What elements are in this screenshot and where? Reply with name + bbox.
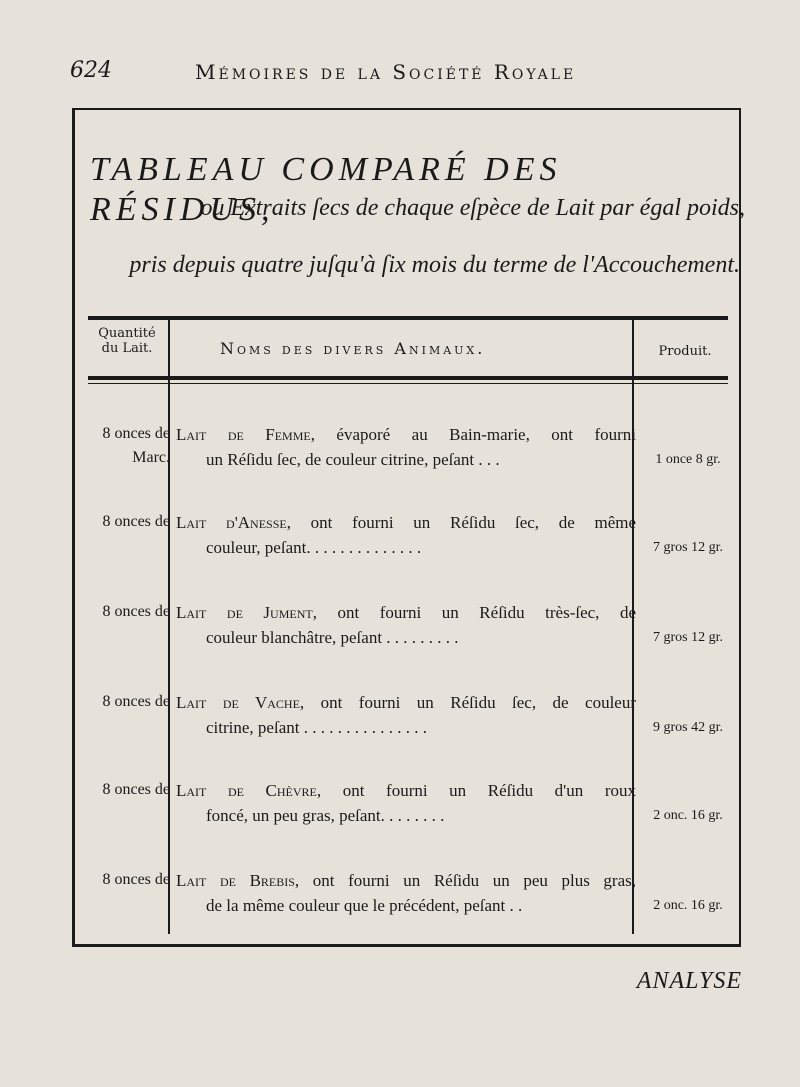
row-line2: couleur, peſant. . . . . . . . . . . . . . — [206, 538, 422, 557]
row-line1-rest: , ont fourni un Réſidu un peu plus gras, — [294, 871, 636, 890]
row-quantite: 8 onces de — [102, 871, 170, 888]
row-animal: Lait de Chèvre — [176, 781, 317, 800]
row-line1-rest: , ont fourni un Réſidu ſec, de même — [286, 513, 637, 532]
column-header-quantite: Quantité du Lait. — [98, 326, 156, 356]
row-description — [176, 510, 636, 560]
row-line1-rest: , ont fourni un Réſidu très-ſec, de — [312, 603, 636, 622]
row-line2: couleur blanchâtre, peſant . . . . . . . . . — [206, 628, 459, 647]
row-quantite: 8 onces de — [102, 513, 170, 530]
running-title: Mémoires de la Société Royale — [195, 60, 577, 84]
row-animal: Lait de Vache — [176, 693, 300, 712]
row-quantite: 8 onces de — [102, 603, 170, 620]
table-subtitle-line1: ou Extraits ſecs de chaque eſpèce de Lait par égal poids, — [200, 195, 745, 221]
row-line1-rest: , ont fourni un Réſidu d'un roux — [316, 781, 636, 800]
table-row — [84, 422, 740, 482]
page-header — [0, 58, 800, 88]
table-row — [84, 868, 740, 928]
row-description — [176, 422, 636, 472]
row-line1-rest: , évaporé au Bain-marie, ont fourni — [310, 425, 637, 444]
table-row — [84, 510, 740, 570]
table-row — [84, 600, 740, 660]
column-header-produit: Produit. — [658, 344, 712, 359]
row-quantite: 8 onces de — [102, 693, 170, 710]
page-number: 624 — [70, 58, 112, 83]
row-line2: foncé, un peu gras, peſant. . . . . . . . — [206, 806, 445, 825]
row-produit: 2 onc. 16 gr. — [653, 808, 723, 823]
row-animal: Lait de Femme — [176, 425, 311, 444]
row-produit: 7 gros 12 gr. — [653, 630, 723, 645]
row-line2: de la même couleur que le précédent, peſant . . — [206, 896, 523, 915]
row-line2: un Réſidu ſec, de couleur citrine, peſant . . . — [206, 450, 500, 469]
table-row — [84, 778, 740, 838]
row-produit: 2 onc. 16 gr. — [653, 898, 723, 913]
row-produit: 1 once 8 gr. — [655, 452, 721, 467]
row-description — [176, 600, 636, 650]
row-quantite: 8 onces de — [102, 781, 170, 798]
row-produit: 7 gros 12 gr. — [653, 540, 723, 555]
row-description — [176, 778, 636, 828]
row-animal: Lait de Brebis — [176, 871, 295, 890]
catchword: ANALYSE — [636, 968, 742, 994]
row-animal: Lait de Jument — [176, 603, 313, 622]
column-header-noms: Noms des divers Animaux. — [220, 339, 486, 358]
table-title: TABLEAU COMPARÉ DES RÉSIDUS, — [90, 151, 562, 228]
table-row — [84, 690, 740, 750]
table-subtitle-line2: pris depuis quatre juſqu'à ſix mois du terme de l'Accouchement. — [129, 252, 740, 278]
row-description — [176, 690, 636, 740]
row-line1-rest: , ont fourni un Réſidu ſec, de couleur — [299, 693, 637, 712]
row-line2: citrine, peſant . . . . . . . . . . . . . . . — [206, 718, 427, 737]
row-produit: 9 gros 42 gr. — [653, 720, 723, 735]
row-description — [176, 868, 636, 918]
row-animal: Lait d'Anesse — [176, 513, 287, 532]
row-quantite: 8 onces de Marc. — [102, 425, 170, 466]
